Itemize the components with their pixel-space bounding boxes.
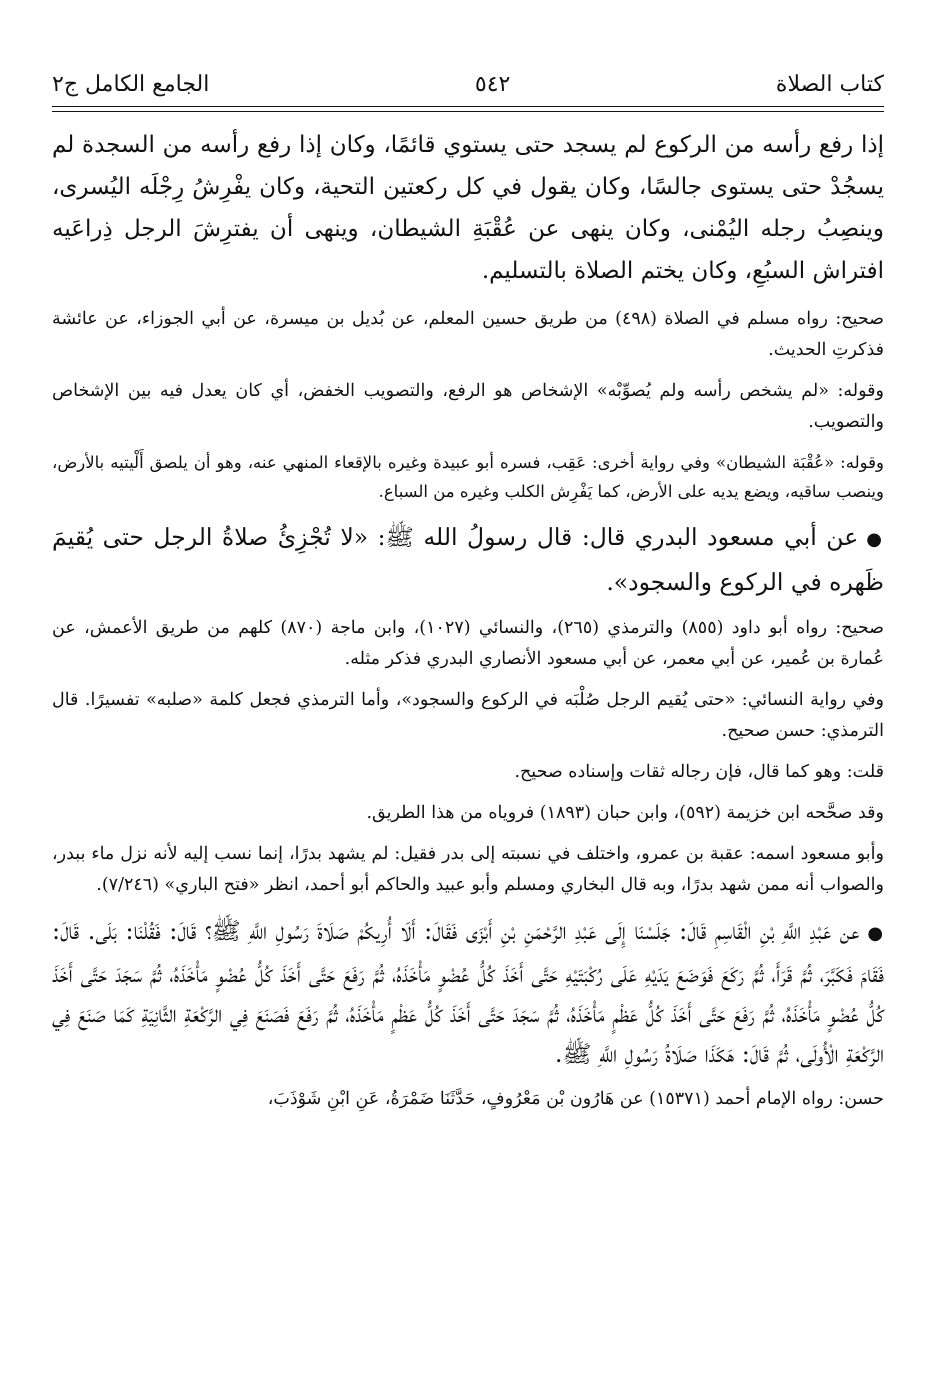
commentary: وأبو مسعود اسمه: عقبة بن عمرو، واختلف في نسبته إلى بدر فقيل: لم يشهد بدرًا، إنما نسب إليه لأنه نزل ماء ببدر، والصواب أنه ممن شهد بدرًا، وبه قال البخاري ومسلم وأبو عبيد والحاكم أبو أحمد، انظر «فتح الباري» (٧/٢٤٦). bbox=[52, 844, 884, 895]
commentary: وفي رواية النسائي: «حتى يُقيم الرجل صُلْبَه في الركوع والسجود»، وأما الترمذي فجعل كلمة «صلبه» تفسيرًا. قال الترمذي: حسن صحيح. bbox=[52, 690, 884, 741]
main-text: إذا رفع رأسه من الركوع لم يسجد حتى يستوي قائمًا، وكان إذا رفع رأسه من السجدة لم يسجُدْ حتى يستوى جالسًا، وكان يقول في كل ركعتين التحية، وكان يفْرِشُ رِجْلَه اليُسرى، وينصِبُ رجله اليُمْنى، وكان ينهى عن عُقْبَةِ الشيطان، وينهى أن يفترِشَ الرجل ذِراعَيه افتراش السبُعِ، وكان يختم الصلاة بالتسليم. bbox=[52, 132, 884, 284]
hadith-body: عن أبي مسعود البدري قال: قال رسولُ الله ﷺ: «لا تُجْزِئُ صلاةُ الرجل حتى يُقيمَ ظَهره في الركوع والسجود». bbox=[52, 523, 884, 596]
book-title: الجامع الكامل ج٢ bbox=[52, 71, 210, 97]
commentary: قلت: وهو كما قال، فإن رجاله ثقات وإسناده صحيح. bbox=[514, 762, 884, 782]
commentary: وقوله: «عُقْبَة الشيطان» وفي رواية أخرى: عَقِب، فسره أبو عبيدة وغيره بالإقعاء المنهي عنه، وهو أن يلصق أَلْيتيه بالأرض، وينصب ساقيه، ويضع يديه على الأرض، كما يَفْرِش الكلب وغيره من السباع. bbox=[52, 453, 884, 501]
page-header bbox=[52, 66, 884, 102]
header-rule bbox=[52, 111, 884, 112]
bullet-icon: ● bbox=[866, 529, 884, 550]
hadith-text bbox=[52, 516, 884, 603]
commentary: صحيح: رواه أبو داود (٨٥٥) والترمذي (٢٦٥)، والنسائي (١٠٢٧)، وابن ماجة (٨٧٠) كلهم من طريق الأعمش، عن عُمارة بن عُمير، عن أبي معمر، عن أبي مسعود الأنصاري البدري فذكر مثله. bbox=[52, 618, 884, 669]
page-body bbox=[52, 124, 884, 1125]
commentary: حسن: رواه الإمام أحمد (١٥٣٧١) عن هَارُون بْن مَعْرُوفٍ، حَدَّثَنَا ضَمْرَةُ، عَنِ ابْنِ شَوْذَبَ، bbox=[267, 1089, 884, 1109]
commentary: صحيح: رواه مسلم في الصلاة (٤٩٨) من طريق حسين المعلم، عن بُديل بن ميسرة، عن أبي الجوزاء، عن عائشة فذكرتِ الحديث. bbox=[52, 309, 885, 360]
header-rule bbox=[52, 106, 884, 107]
bullet-icon: ● bbox=[867, 923, 884, 944]
page-number: ٥٤٢ bbox=[474, 71, 511, 97]
hadith-text bbox=[52, 911, 884, 1074]
commentary: وقد صحَّحه ابن خزيمة (٥٩٢)، وابن حبان (١٨٩٣) فروياه من هذا الطريق. bbox=[366, 803, 884, 823]
hadith-body: عن عَبْدِ اللَّهِ بْنِ الْقَاسِمِ قَالَ: جَلَسْنَا إِلَى عَبْدِ الرَّحْمَنِ بْنِ أَبْزَى فَقَالَ: أَلَا أُرِيكُمْ صَلَاةَ رَسُولِ اللَّهِ ﷺ؟ قَالَ: فَقُلْنَا: بَلَى. قَالَ: فَقَامَ فَكَبَّرَ، ثُمَّ قَرَأَ، ثُمَّ رَكَعَ فَوَضَعَ يَدَيْهِ عَلَى رُكْبَتَيْهِ حَتَّى أَخَذَ كُلُّ عُضْوٍ مَأْخَذَهُ، ثُمَّ رَفَعَ حَتَّى أَخَذَ كُلُّ عُضْوٍ مَأْخَذَهُ، ثُمَّ سَجَدَ حَتَّى أَخَذَ كُلُّ عُضْوٍ مَأْخَذَهُ، ثُمَّ رَفَعَ حَتَّى أَخَذَ كُلُّ عَظْمٍ مَأْخَذَهُ، ثُمَّ سَجَدَ حَتَّى أَخَذَ كُلُّ عَظْمٍ مَأْخَذَهُ، ثُمَّ رَفَعَ فَصَنَعَ فِي الرَّكْعَةِ الثَّانِيَةِ كَمَا صَنَعَ فِي الرَّكْعَةِ الْأُولَى، ثُمَّ قَالَ: هَكَذَا صَلَاةُ رَسُولِ اللَّهِ ﷺ. bbox=[52, 917, 884, 1068]
commentary: وقوله: «لم يشخص رأسه ولم يُصوِّبْه» الإشخاص هو الرفع، والتصويب الخفض، أي كان يعدل فيه بين الإشخاص والتصويب. bbox=[52, 381, 884, 432]
chapter-title: كتاب الصلاة bbox=[775, 71, 884, 97]
